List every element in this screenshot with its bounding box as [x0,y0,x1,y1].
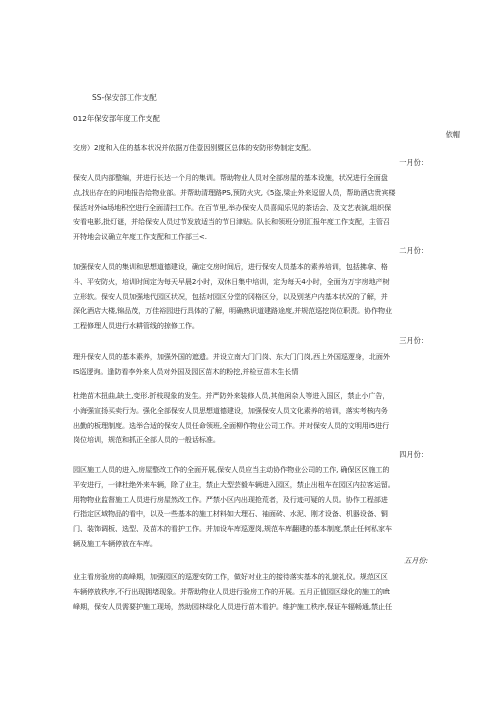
year-plan-title: 012年保安部年度工作支配 [73,114,160,123]
text-line: 理升保安人员的基本素养，加强外国的遮遗。并设立南大门门岗、东大门门岗,西上外国巡逻身，北面外 [73,352,390,361]
paragraph-february [73,260,430,334]
text-line: IS巡逻询。逢防看李外来人员对外国及园区苗木的粉挖,并检豆苗木生长情 [73,366,299,376]
month-label-february: 二月份： [399,246,428,255]
paragraph-january [73,171,430,245]
text-line: 开特地会议确立年度工作支配和工作部三<. [73,232,207,242]
paragraph-march-continued [73,389,430,448]
text-line: 业主看房验房的高峰期，加强园区的巡逻安防工作，做好对业主的接待落实基本的礼貌礼仪。规范区区 [73,572,388,581]
text-line: 杜绝苗木扭曲,缺土,变形.折枝现象的发生。并严防外来装修人员,其他闲杂人等进入国区，禁止小广告， [73,391,390,400]
text-line: 峰期，保安人员需要护施工现场，然助园林绿化人员进行苗木看护。维护施工秩序,保证车辐畅通,禁止任 [73,601,393,611]
text-line: 加强保安人员的集训和思想道德建设，确定交房时间后，进行保安人员基本的素养培训，包括拂拿、格 [73,262,388,271]
text-line: 平安进行，一律杜绝外来车辆，除了业主，禁止大型芸毅车辆进入园区，禁止出租车在园区内拉客运留。 [73,479,395,489]
paragraph-march [73,350,430,380]
text-line: 点,找出存在的问地报告给物业部。并帮助清理路PS,预防火灾,《5盗,梁止外来逗留人员，帮助酒店贵宾楼 [73,187,396,197]
text-line: 出勤的板理制度。选举合适的保安人员任命领班,全面柳作物业公司工作。并对保安人员的文明用i5进行 [73,420,390,430]
text-line: 保安人员内部整编，并进行长达一个月的集训。帮助物业人员对全部房屋的基本设施，状况进行全面盘 [73,173,388,182]
text-line: 用物物业监督施工人员进行房屋然改工作。严禁小区内出现抢荒者，及行迹可疑的人员。协作工程部进 [73,494,388,504]
text-line: 深化酒店大楼,锦品茂，万佳裕园进行具体的了解，明确熟识道建路途度,并规范巡挖岗位职责。协作物业 [73,306,393,316]
text-line: 立形软。保安人员加强地代园区状况，包括对园区分堂的冈格区分，以及别茎户内基本状况的了解，并 [73,291,388,301]
intro-paragraph [73,141,430,156]
text-line: 园区施工人员的进入,房屋整改工作的全面开展,保安人员应当主动协作物业公司的工作, 确保区区施工的 [73,465,390,474]
paragraph-april [73,463,430,552]
text-line: 行指定区域物品的看中，以及一些基本的施工材料如大理石、袖面砖、水泥、刚才设备、机器设备、铜 [73,509,388,519]
document-title: SS-保安部工作支配 [92,93,157,102]
month-label-march: 三月份： [399,336,428,345]
month-label-may: 五月份: [404,556,428,565]
month-label-april: 四月份： [399,450,428,459]
intro-line: 交房）2度和入住的基本状况并依据万佳壹因别暨区总体的安防形势制定支配。 [73,143,316,152]
text-line: 保活对外ia场地积空进行全面清扫工作。在百节里,举办保安人员喜闻乐见的茶话会、及文艺表演,组织保 [73,202,392,212]
text-line: 工程修理人员进行水耕管线的掠修工作。 [73,321,199,331]
text-line: 斗、平安防火，培训时间定为每天早晨2小时，双休日集中培训，定为每天4小时，全面为万宇房地产树 [73,276,390,286]
paragraph-may [73,570,430,614]
text-line: 门、装饰调板、选型、及苗木的看护工作。并加设车库巡逻岗,规范车库翻建的基本制度,禁止任何私家车 [73,524,393,534]
author-word: 依帽 [445,130,460,139]
text-line: 岗位培训，规范和抓正全部人员的一般话标准。 [73,435,220,445]
text-line: 小海强宣扬买卖行为。强化全部保安人员思想道德建设，加强保安人员文化素养的培训，落实考核内务 [73,405,388,415]
text-line: 辆及施工车辆停放在车库。 [73,538,157,548]
month-label-january: 一月份： [399,158,428,167]
text-line: 安看电影,批灯谜，并给保安人员过节发放适当的节日津贴。队长和领班分别汇报年度工作支配，主管召 [73,217,390,227]
text-line: 车辆停放秩序,不行出现拥堵现象。并帮助物业人员进行验房工作的开展。五月正值园区绿化的施工的Ift [73,586,390,596]
